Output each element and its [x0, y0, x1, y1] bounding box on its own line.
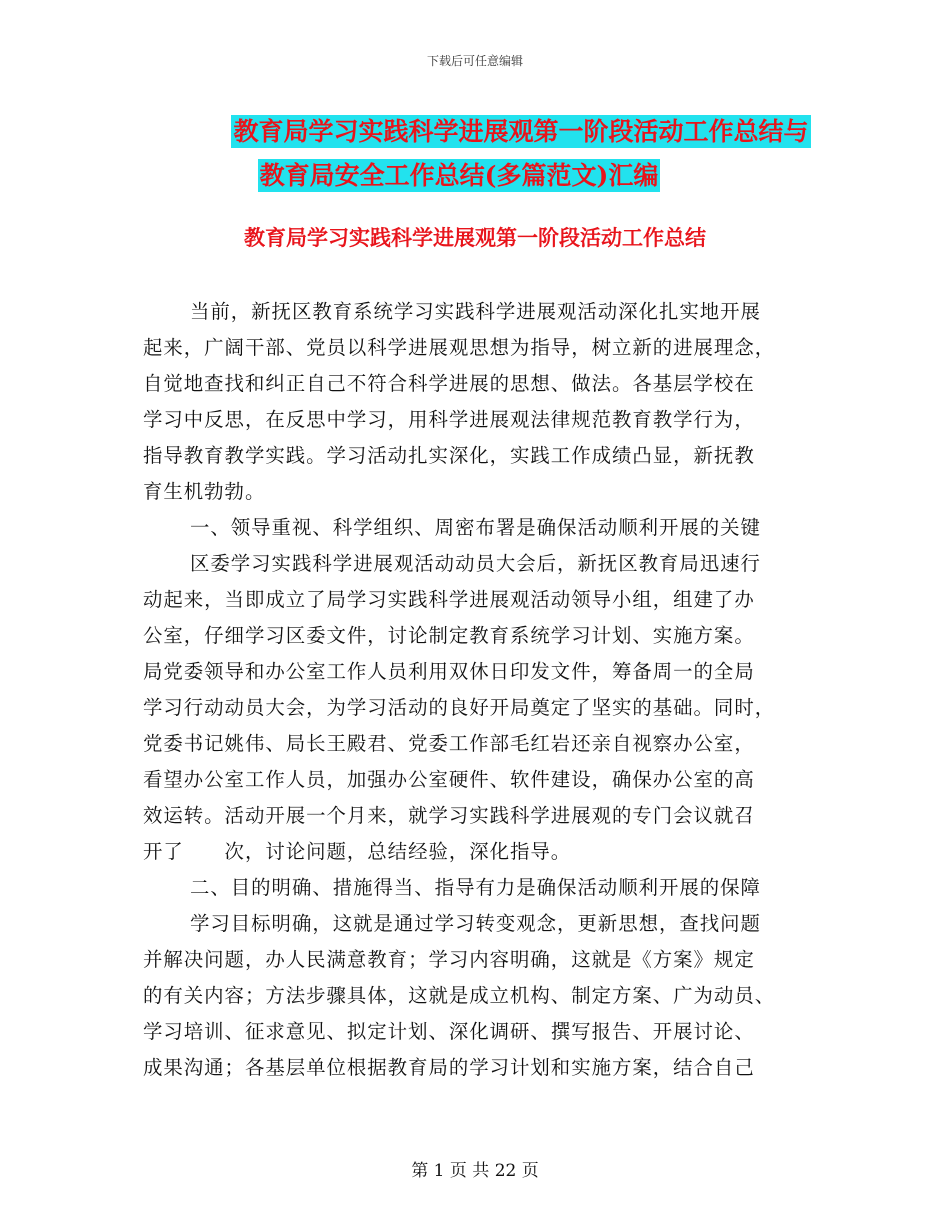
paragraph-line: 当前，新抚区教育系统学习实践科学进展观活动深化扎实地开展 [190, 300, 761, 323]
section-title: 教育局学习实践科学进展观第一阶段活动工作总结 [244, 225, 706, 250]
paragraph-line: 自觉地查找和纠正自己不符合科学进展的思想、做法。各基层学校在 [143, 372, 755, 395]
document-title-line-2: 教育局安全工作总结(多篇范文)汇编 [259, 161, 659, 190]
document-title-line-1: 教育局学习实践科学进展观第一阶段活动工作总结与 [233, 117, 809, 146]
paragraph-line: 指导教育教学实践。学习活动扎实深化，实践工作成绩凸显，新抚教 [143, 444, 755, 467]
paragraph-line: 看望办公室工作人员，加强办公室硬件、软件建设，确保办公室的高 [143, 768, 755, 791]
paragraph-line: 学习行动动员大会，为学习活动的良好开局奠定了坚实的基础。同时， [143, 696, 776, 719]
paragraph-line: 起来，广阔干部、党员以科学进展观思想为指导，树立新的进展理念， [143, 336, 776, 359]
paragraph-line: 学习培训、征求意见、拟定计划、深化调研、撰写报告、开展讨论、 [143, 1020, 755, 1043]
paragraph-line: 育生机勃勃。 [143, 480, 266, 503]
paragraph-line: 动起来，当即成立了局学习实践科学进展观活动领导小组，组建了办 [143, 588, 755, 611]
paragraph-line: 公室，仔细学习区委文件，讨论制定教育系统学习计划、实施方案。 [143, 624, 755, 647]
section-heading-1: 一、领导重视、科学组织、周密布署是确保活动顺利开展的关键 [190, 516, 761, 539]
page-number-footer: 第 1 页 共 22 页 [411, 1161, 539, 1181]
paragraph-line: 的有关内容；方法步骤具体，这就是成立机构、制定方案、广为动员、 [143, 984, 776, 1007]
paragraph-line: 并解决问题，办人民满意教育；学习内容明确，这就是《方案》规定 [143, 948, 755, 971]
paragraph-line: 局党委领导和办公室工作人员利用双休日印发文件，筹备周一的全局 [143, 660, 755, 683]
paragraph-line: 区委学习实践科学进展观活动动员大会后，新抚区教育局迅速行 [190, 552, 761, 575]
page-header-note: 下载后可任意编辑 [426, 54, 523, 68]
paragraph-line: 开了 次，讨论问题，总结经验，深化指导。 [143, 840, 572, 863]
paragraph-line: 效运转。活动开展一个月来，就学习实践科学进展观的专门会议就召 [143, 804, 755, 827]
paragraph-line: 成果沟通；各基层单位根据教育局的学习计划和实施方案，结合自己 [143, 1056, 755, 1079]
paragraph-line: 学习目标明确，这就是通过学习转变观念，更新思想，查找问题 [190, 912, 761, 935]
paragraph-line: 学习中反思，在反思中学习，用科学进展观法律规范教育教学行为， [143, 408, 755, 431]
paragraph-line: 党委书记姚伟、局长王殿君、党委工作部毛红岩还亲自视察办公室， [143, 732, 755, 755]
section-heading-2: 二、目的明确、措施得当、指导有力是确保活动顺利开展的保障 [190, 876, 761, 899]
